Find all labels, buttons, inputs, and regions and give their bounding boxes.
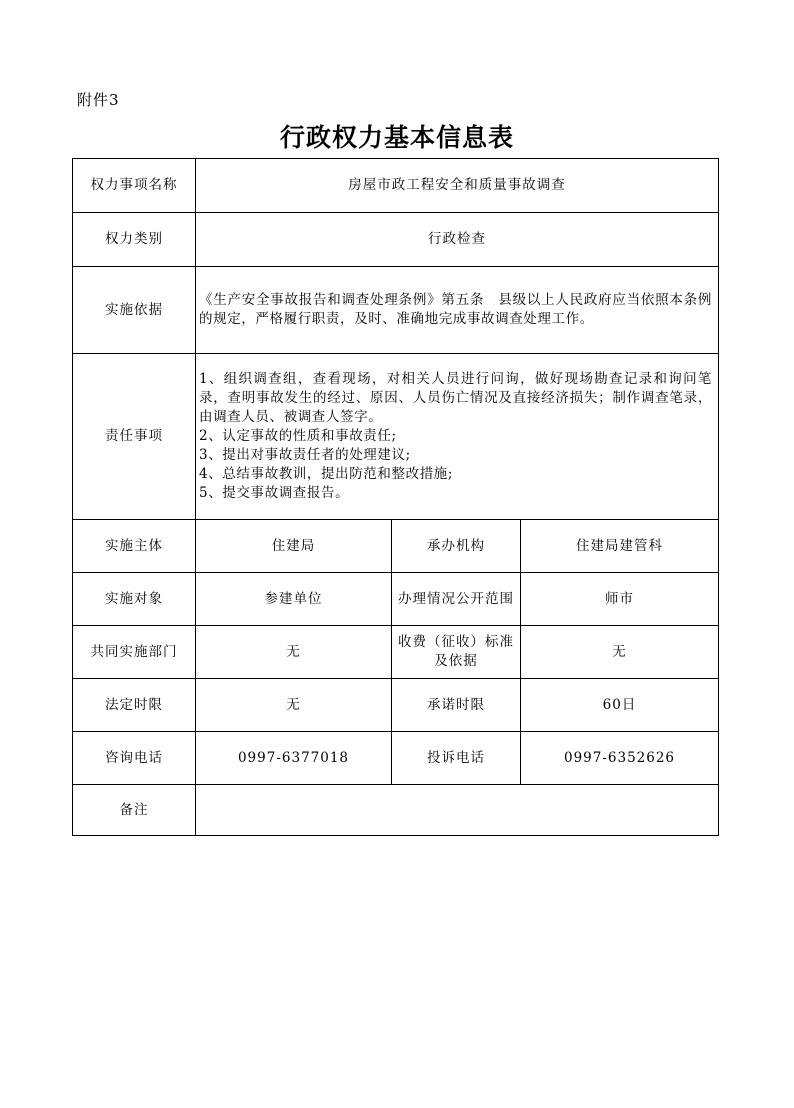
power-name-label: 权力事项名称 [73, 159, 196, 213]
power-type-label: 权力类别 [73, 213, 196, 267]
handling-org-value: 住建局建管科 [521, 520, 719, 573]
power-name-value: 房屋市政工程安全和质量事故调查 [196, 159, 719, 213]
responsibility-item: 3、提出对事故责任者的处理建议; [199, 447, 411, 463]
row-power-name [73, 159, 719, 213]
row-remarks [73, 785, 719, 836]
power-type-value: 行政检查 [196, 213, 719, 267]
legal-time-limit-value: 无 [196, 679, 392, 732]
joint-dept-label: 共同实施部门 [73, 626, 196, 679]
responsibility-item: 2、认定事故的性质和事故责任; [199, 428, 397, 444]
disclosure-scope-label: 办理情况公开范围 [392, 573, 521, 626]
attachment-label: 附件3 [77, 91, 120, 109]
complaint-phone-label: 投诉电话 [392, 732, 521, 785]
subject-value: 住建局 [196, 520, 392, 573]
responsibility-item: 4、总结事故教训，提出防范和整改措施; [199, 466, 454, 482]
subject-label: 实施主体 [73, 520, 196, 573]
responsibility-item: 5、提交事故调查报告。 [199, 485, 350, 501]
responsibilities-label: 责任事项 [73, 354, 196, 520]
consult-phone-label: 咨询电话 [73, 732, 196, 785]
disclosure-scope-value: 师市 [521, 573, 719, 626]
fee-standard-value: 无 [521, 626, 719, 679]
basis-label: 实施依据 [73, 267, 196, 354]
responsibilities-value [196, 354, 719, 520]
remarks-label: 备注 [73, 785, 196, 836]
row-basis [73, 267, 719, 354]
complaint-phone-value: 0997-6352626 [521, 732, 719, 785]
remarks-value [196, 785, 719, 836]
target-value: 参建单位 [196, 573, 392, 626]
promised-time-limit-value: 60日 [521, 679, 719, 732]
row-power-type [73, 213, 719, 267]
fee-standard-label: 收费（征收）标准及依据 [392, 626, 521, 679]
target-label: 实施对象 [73, 573, 196, 626]
responsibility-item: 1、组织调查组，查看现场，对相关人员进行问询，做好现场勘查记录和询问笔录，查明事故发生的经过、原因、人员伤亡情况及直接经济损失；制作调查笔录，由调查人员、被调查人签字。 [199, 371, 713, 425]
legal-time-limit-label: 法定时限 [73, 679, 196, 732]
info-table [72, 158, 719, 836]
row-phone [73, 732, 719, 785]
joint-dept-value: 无 [196, 626, 392, 679]
row-time-limit [73, 679, 719, 732]
row-subject [73, 520, 719, 573]
row-responsibilities [73, 354, 719, 520]
basis-value: 《生产安全事故报告和调查处理条例》第五条 县级以上人民政府应当依照本条例的规定，严格履行职责，及时、准确地完成事故调查处理工作。 [196, 267, 719, 354]
page-title: 行政权力基本信息表 [279, 123, 514, 152]
consult-phone-value: 0997-6377018 [196, 732, 392, 785]
promised-time-limit-label: 承诺时限 [392, 679, 521, 732]
row-target [73, 573, 719, 626]
row-joint [73, 626, 719, 679]
handling-org-label: 承办机构 [392, 520, 521, 573]
